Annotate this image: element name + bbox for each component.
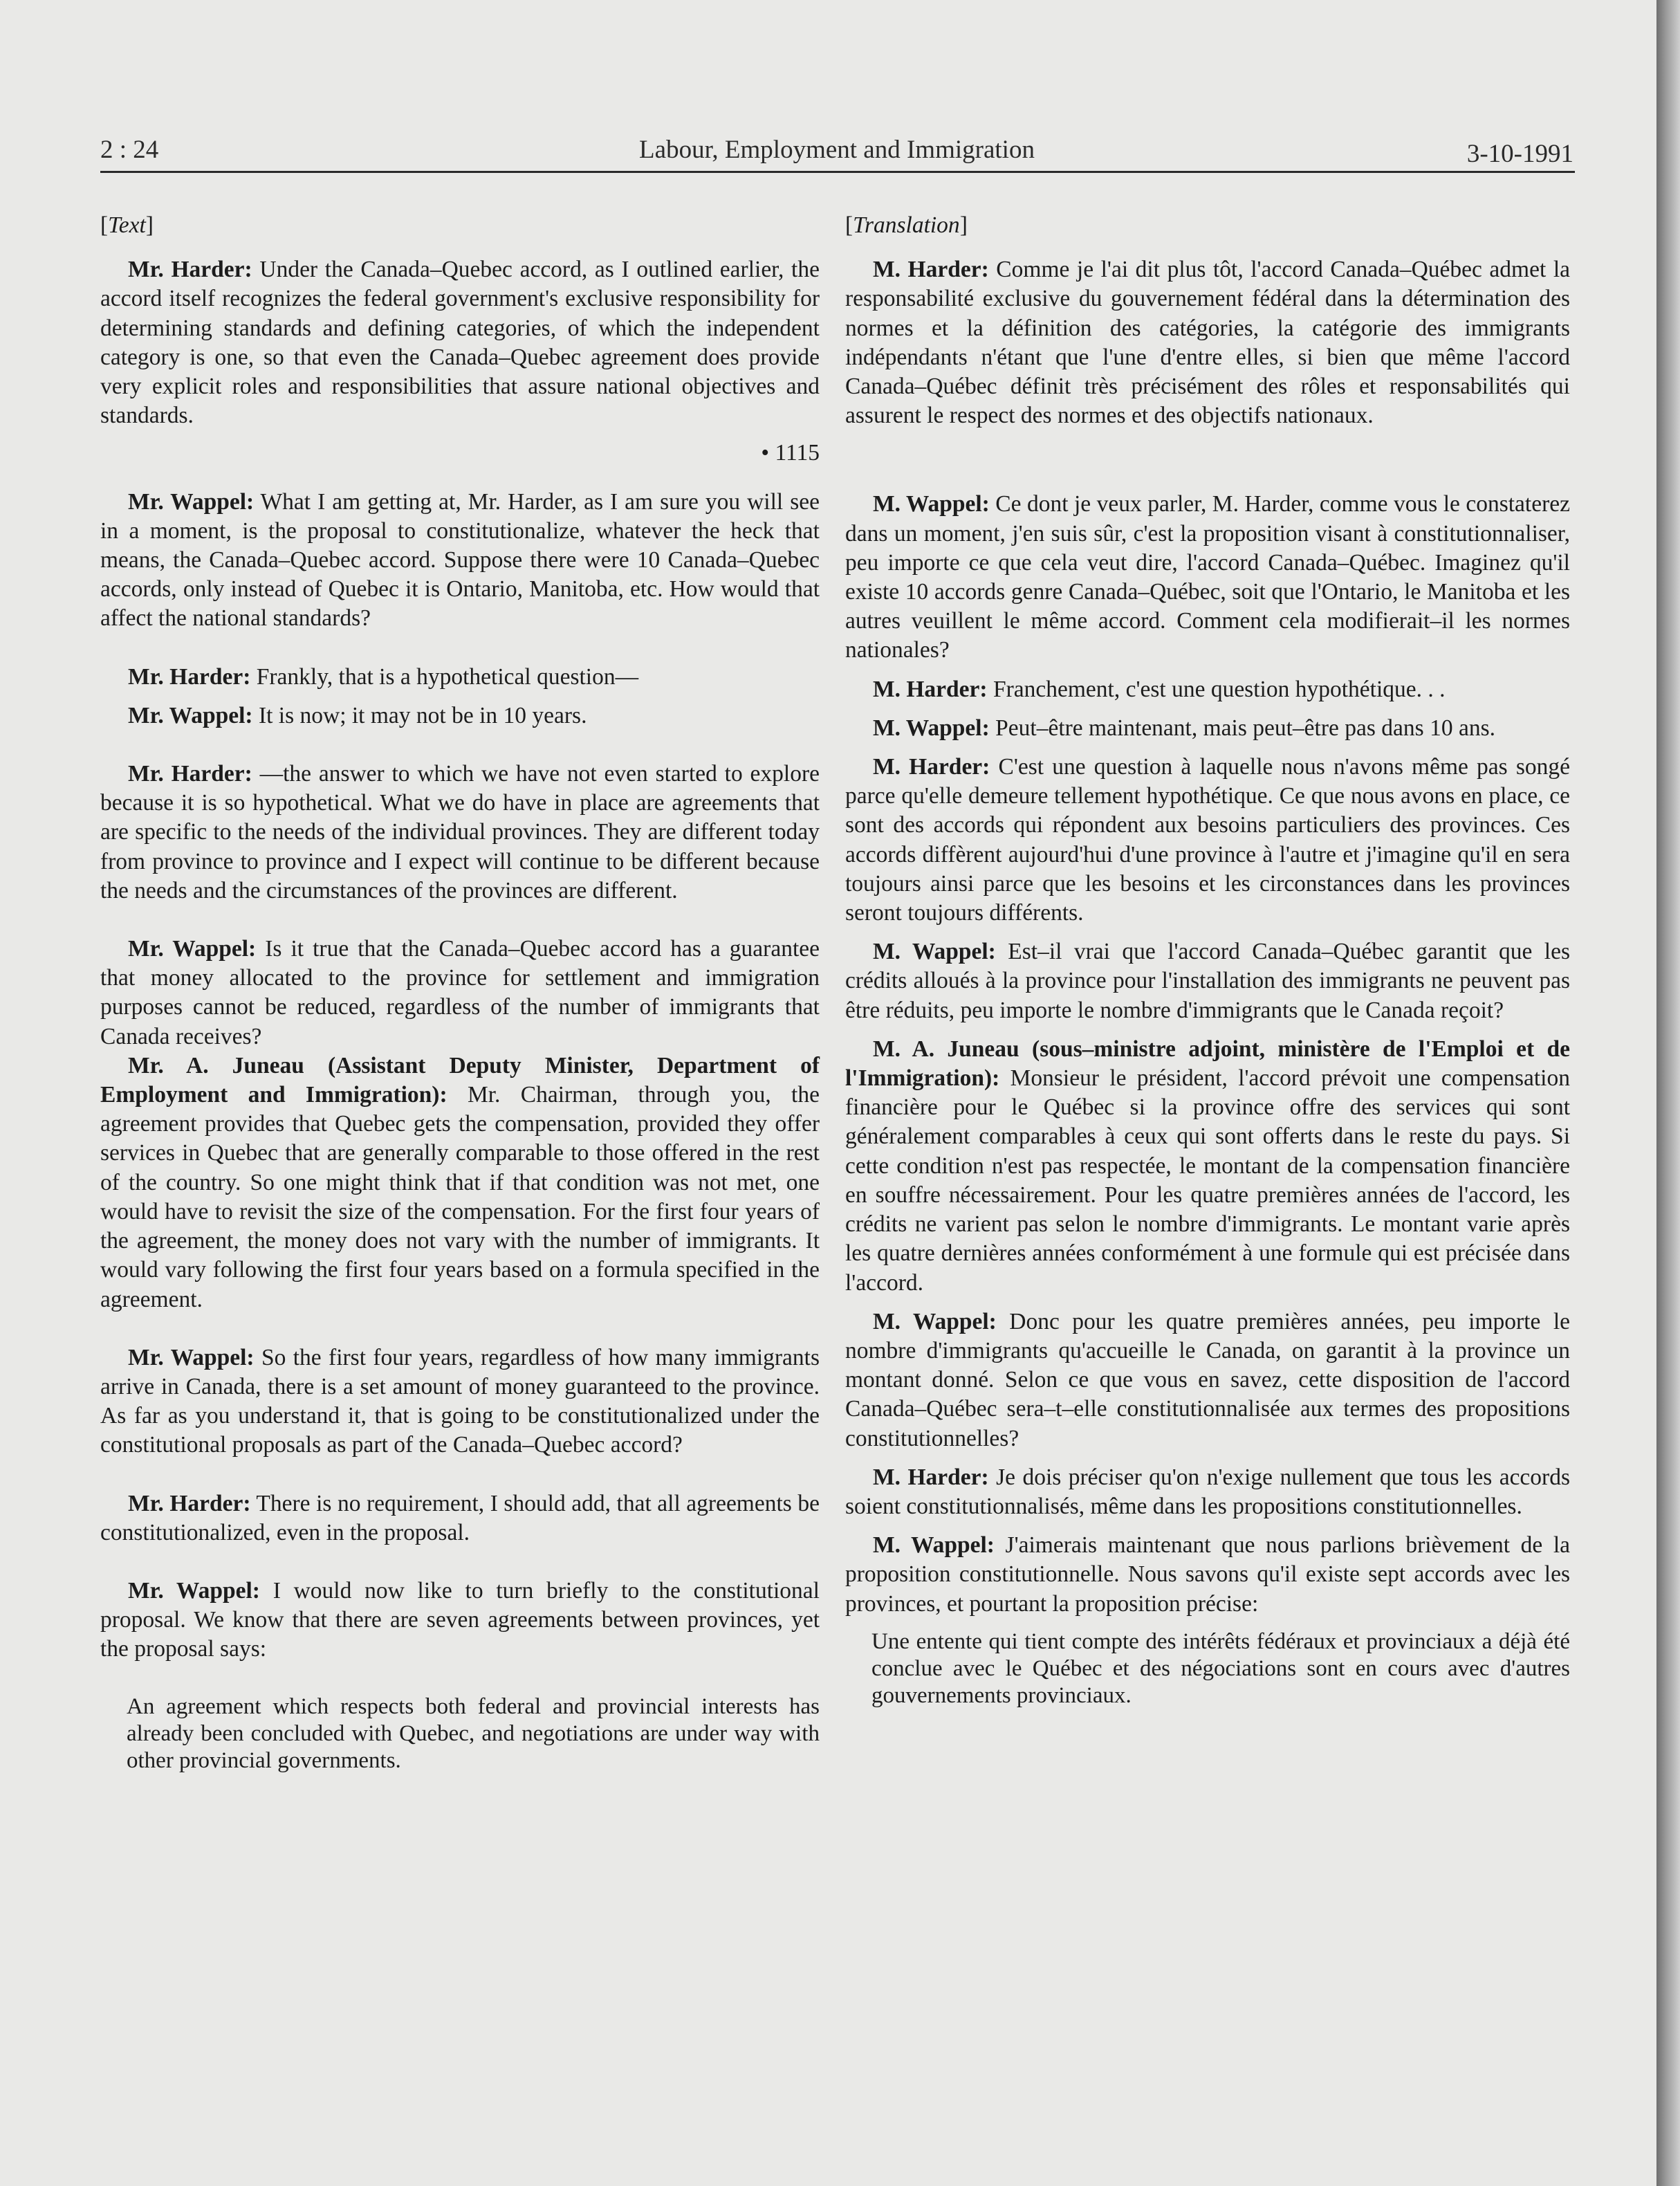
language-label-french: [Translation]: [845, 212, 968, 238]
header-rule: [100, 171, 1575, 173]
speech-paragraph: [845, 1531, 1570, 1619]
speech-paragraph: [100, 1577, 820, 1664]
speech-text: —the answer to which we have not even started to explore because it is so hypothetical. What we do have in place are agreements that are specific to the needs of the individual provinces. They are different today from province to province and I expect will continue to be different because the needs and the circumstances of the provinces are different.: [100, 761, 820, 903]
page-number: 2 : 24: [100, 136, 159, 164]
speech-text: Est–il vrai que l'accord Canada–Québec garantit que les crédits alloués à la province pour l'installation des immigrants ne peuvent pas être réduits, peu importe le nombre d'immigrants que le Canada reçoit?: [845, 939, 1570, 1023]
speaker-name: Mr. Wappel:: [128, 1577, 260, 1604]
speech-paragraph: [845, 753, 1570, 928]
speech-text: It is now; it may not be in 10 years.: [252, 702, 587, 728]
speech-text: Ce dont je veux parler, M. Harder, comme vous le constaterez dans un moment, j'en suis sûr, c'est la proposition visant à constitutionnaliser, peu importe ce que cela veut dire, l'accord Canada–Québec. Imaginez qu'il existe 10 accords genre Canada–Québec, soit que l'Ontario, le Manitoba et les autres veuillent le même accord. Comment cela modifierait–il les normes nationales?: [845, 491, 1570, 663]
speaker-name: M. Wappel:: [873, 1532, 995, 1559]
speech-paragraph: [845, 1035, 1570, 1298]
speech-paragraph: [100, 1489, 820, 1547]
speech-text: Donc pour les quatre premières années, peu importe le nombre d'immigrants qu'accueille le Canada, on garantit à la province un montant donné. Selon ce que vous en savez, cette disposition de l'accord Canada–Québec sera–t–elle constitutionnalisée aux termes des propositions constitutionnelles?: [845, 1308, 1570, 1451]
publication-title: Labour, Employment and Immigration: [639, 136, 1035, 164]
speech-text: Peut–être maintenant, mais peut–être pas dans 10 ans.: [989, 715, 1495, 741]
speech-paragraph: [100, 488, 820, 634]
speech-paragraph: [845, 490, 1570, 665]
speech-paragraph: [845, 1307, 1570, 1453]
speech-text: Comme je l'ai dit plus tôt, l'accord Canada–Québec admet la responsabilité exclusive du gouvernement fédéral dans la détermination des normes et la définition des catégories, la catégorie des immigrants indépendants n'étant que l'une d'entre elles, si bien que même l'accord Canada–Québec définit très précisément des rôles et responsabilités qui assurent le respect des normes et des objectifs nationaux.: [845, 257, 1571, 429]
speech-paragraph: [100, 255, 820, 430]
speech-paragraph: [845, 675, 1570, 704]
time-marker: • 1115: [761, 440, 820, 466]
speaker-name: Mr. Wappel:: [128, 702, 253, 728]
quoted-proposal: An agreement which respects both federal and provincial interests has already been concluded with Quebec, and negotiations are under way with other provincial governments.: [127, 1693, 820, 1773]
speaker-name: M. Wappel:: [873, 491, 990, 517]
speech-paragraph: [100, 701, 820, 731]
page-header: [100, 135, 1573, 172]
speech-text: Mr. Chairman, through you, the agreement provides that Quebec gets the compensation, provided they offer services in Quebec that are generally comparable to those offered in the rest of the country. So one might think that if that condition was not met, one would have to revisit the size of the compensation. For the first four years of the agreement, the money does not vary with the number of immigrants. It would vary following the first four years based on a formula specified in the agreement.: [100, 1082, 820, 1312]
speaker-name: M. Wappel:: [873, 715, 990, 741]
speech-paragraph: [845, 255, 1570, 430]
speaker-name: M. Harder:: [873, 676, 988, 702]
speech-text: So the first four years, regardless of how many immigrants arrive in Canada, there is a set amount of money guaranteed to the province. As far as you understand it, that is going to be constitutionalized under the constitutional proposals as part of the Canada–Quebec accord?: [100, 1344, 820, 1458]
speaker-name: Mr. Harder:: [128, 761, 252, 787]
speech-text: What I am getting at, Mr. Harder, as I am sure you will see in a moment, is the proposal to constitutionalize, whatever the heck that means, the Canada–Quebec accord. Suppose there were 10 Canada–Quebec accords, only instead of Quebec it is Ontario, Manitoba, etc. How would that affect the national standards?: [100, 488, 820, 632]
speech-paragraph: [100, 663, 820, 692]
speech-paragraph: [845, 714, 1570, 743]
speech-text: Frankly, that is a hypothetical question—: [250, 663, 639, 690]
speech-paragraph: [100, 1051, 820, 1314]
speech-text: There is no requirement, I should add, that all agreements be constitutionalized, even in the proposal.: [100, 1490, 820, 1545]
speaker-name: M. Wappel:: [873, 939, 996, 965]
speaker-name: Mr. Harder:: [128, 663, 251, 690]
speech-text: Je dois préciser qu'on n'exige nullement que tous les accords soient constitutionnalisés, même dans les propositions constitutionnelles.: [845, 1464, 1570, 1519]
french-column: [845, 211, 1570, 1709]
speech-text: Under the Canada–Quebec accord, as I outlined earlier, the accord itself recognizes the federal government's exclusive responsibility for determining standards and defining categories, of which the independent category is one, so that even the Canada–Quebec agreement does provide very explicit roles and responsibilities that assure national objectives and standards.: [100, 257, 820, 429]
speech-paragraph: [100, 935, 820, 1051]
speech-text: C'est une question à laquelle nous n'avons même pas songé parce qu'elle demeure tellement hypothétique. Ce que nous avons en place, ce sont des accords qui répondent aux besoins particuliers des provinces. Ces accords diffèrent aujourd'hui d'une province à l'autre et j'imagine qu'il en sera toujours ainsi parce que les besoins et les circonstances dans les provinces seront toujours différents.: [845, 754, 1570, 926]
speaker-name: Mr. Wappel:: [128, 488, 255, 515]
quoted-proposal: Une entente qui tient compte des intérêts fédéraux et provinciaux a déjà été conclue avec le Québec et des négociations sont en cours avec d'autres gouvernements provinciaux.: [871, 1628, 1570, 1708]
speaker-name: M. Wappel:: [873, 1308, 997, 1334]
speaker-name: Mr. Harder:: [128, 1490, 251, 1516]
sitting-date: 3-10-1991: [1466, 140, 1573, 168]
speech-text: Franchement, c'est une question hypothétique. . .: [987, 676, 1446, 702]
speech-paragraph: [845, 1463, 1570, 1521]
speech-paragraph: [100, 1343, 820, 1460]
speaker-name: Mr. A. Juneau (Assistant Deputy Minister, Department of Employment and Immigration):: [100, 1052, 820, 1108]
speaker-name: M. Harder:: [873, 754, 990, 780]
speech-text: J'aimerais maintenant que nous parlions brièvement de la proposition constitutionnelle. Nous savons qu'il existe sept accords avec les provinces, et pourtant la proposition précise:: [845, 1532, 1570, 1617]
language-label-english: [Text]: [100, 212, 154, 238]
speech-text: I would now like to turn briefly to the constitutional proposal. We know that there are seven agreements between provinces, yet the proposal says:: [100, 1577, 820, 1662]
speaker-name: M. A. Juneau (sous–ministre adjoint, ministère de l'Emploi et de l'Immigration):: [845, 1036, 1570, 1092]
speech-text: Monsieur le président, l'accord prévoit une compensation financière pour le Québec si la province offre des services qui sont généralement comparables à ceux qui sont offerts dans le reste du pays. Si cette condition n'est pas respectée, le montant de la compensation financière en souffre nécessairement. Pour les quatre premières années de l'accord, les crédits ne varient pas selon le nombre d'immigrants. Le montant varie après les quatre dernières années conformément à une formule qui est précisée dans l'accord.: [845, 1065, 1570, 1296]
speech-paragraph: [845, 937, 1570, 1025]
english-column: [100, 211, 820, 1774]
speaker-name: Mr. Wappel:: [128, 1344, 255, 1370]
speaker-name: Mr. Wappel:: [128, 936, 257, 962]
speech-text: Is it true that the Canada–Quebec accord has a guarantee that money allocated to the province for settlement and immigration purposes cannot be reduced, regardless of the number of immigrants that Canada receives?: [100, 936, 820, 1049]
speaker-name: M. Harder:: [873, 1464, 989, 1490]
page-edge: [1656, 0, 1680, 2186]
speech-paragraph: [100, 760, 820, 906]
speaker-name: Mr. Harder:: [128, 257, 252, 283]
speaker-name: M. Harder:: [873, 257, 989, 283]
